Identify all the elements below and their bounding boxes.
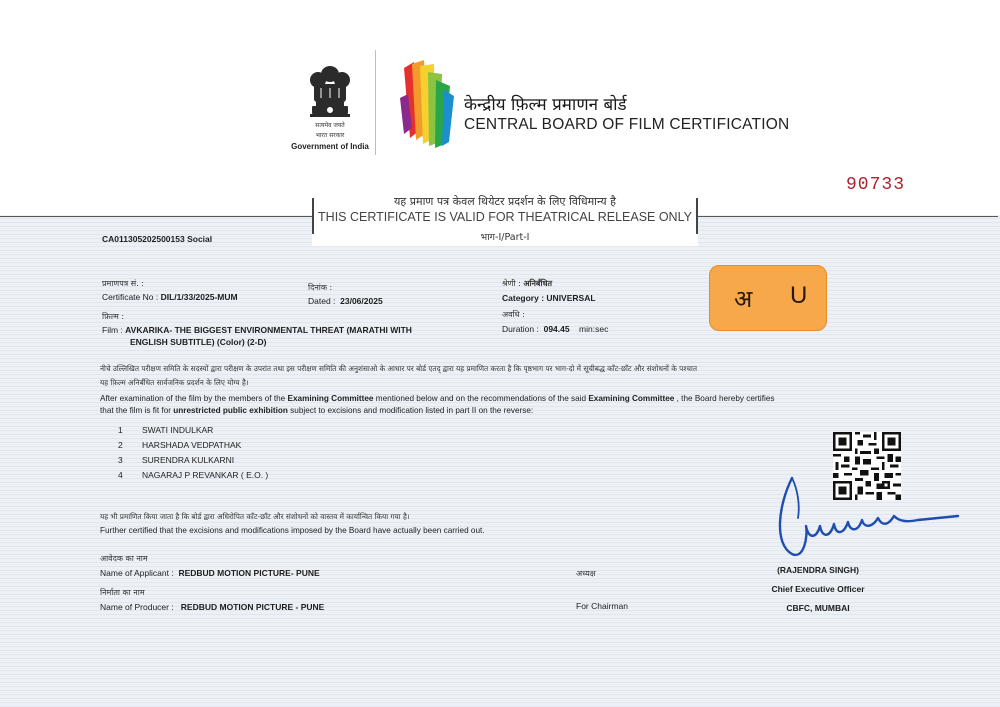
certification-text-hindi-2: यह फ़िल्म अनिर्बंधित सार्वजनिक प्रदर्शन के लिए योग्य है। [100,378,249,387]
applicant-field [100,568,320,578]
signature [768,466,964,566]
cert-no-value: DIL/1/33/2025-MUM [160,292,238,302]
chairman-label: For Chairman [576,601,628,611]
film-label: Film : [102,325,123,335]
signature-icon [768,466,964,561]
certification-text-english-1 [100,394,774,403]
member-number: 2 [118,440,123,450]
category-value-hindi: अनिर्बंधित [523,279,553,288]
signatory-name: (RAJENDRA SINGH) [777,565,859,575]
cert-text-part: , the Board hereby certifies [674,394,775,403]
category-field [502,293,596,303]
cbfc-logo [398,58,456,155]
member-number: 1 [118,425,123,435]
unrestricted-exhibition-term: unrestricted public exhibition [173,406,288,415]
org-name-hindi: केन्द्रीय फ़िल्म प्रमाणन बोर्ड [464,95,627,115]
validity-english: THIS CERTIFICATE IS VALID FOR THEATRICAL RELEASE ONLY [318,210,692,224]
film-field [102,325,412,335]
duration-label-hindi: अवधि : [502,310,525,319]
producer-value: REDBUD MOTION PICTURE - PUNE [180,602,325,612]
date-value: 23/06/2025 [340,296,383,306]
category-label-hindi: श्रेणी : [502,279,521,288]
applicant-value: REDBUD MOTION PICTURE- PUNE [178,568,320,578]
further-certified-english: Further certified that the excisions and modifications imposed by the Board have actually been carried out. [100,526,485,535]
certificate-id: CA011305202500153 Social [102,234,213,244]
producer-label-hindi: निर्माता का नाम [100,588,145,597]
signatory-office: CBFC, MUMBAI [786,603,850,613]
chairman-label-hindi: अध्यक्ष [576,569,596,578]
emblem-gov-english: Government of India [291,142,369,151]
cbfc-logo-icon [398,58,456,150]
org-name-english: CENTRAL BOARD OF FILM CERTIFICATION [464,116,790,133]
national-emblem [290,62,370,154]
validity-part: भाग-I/Part-I [480,232,530,243]
emblem-motto: सत्यमेव जयते [315,122,345,129]
rating-english: U [790,282,808,309]
national-emblem-icon [302,62,358,120]
rating-hindi: अ [734,285,753,313]
cert-no-field [102,292,238,302]
duration-value: 094.45 [543,324,570,334]
film-title-line-2: ENGLISH SUBTITLE) (Color) (2-D) [130,337,267,347]
member-name: SWATI INDULKAR [142,425,214,435]
member-name: HARSHADA VEDPATHAK [142,440,242,450]
cert-text-part: After examination of the film by the members of the [100,394,288,403]
date-field [308,296,383,306]
film-label-hindi: फ़िल्म : [102,312,125,321]
header-divider [375,50,376,155]
cert-no-label-hindi: प्रमाणपत्र सं. : [102,279,144,288]
film-title-line-1: AVKARIKA- THE BIGGEST ENVIRONMENTAL THREAT (MARATHI WITH [125,325,412,335]
member-number: 3 [118,455,123,465]
cert-text-part: subject to excisions and modification listed in part II on the reverse: [287,406,534,415]
cert-text-part: mentioned below and on the recommendations of the said [373,394,589,403]
category-label: Category : [502,293,545,303]
category-hindi-field [502,278,552,289]
producer-label: Name of Producer : [100,602,174,612]
validity-banner [312,190,698,246]
duration-unit: min:sec [579,324,609,334]
banner-rule-left [0,216,312,217]
further-certified-hindi: यह भी प्रमाणित किया जाता है कि बोर्ड द्वारा अधिरोपित काँट-छाँट और संशोधनों को वास्तव में कार्यान्वित किया गया है। [100,512,410,521]
cert-no-label: Certificate No : [102,292,159,302]
signatory-title: Chief Executive Officer [771,584,865,594]
cert-text-part: that the film is fit for [100,406,174,415]
producer-field [100,602,324,612]
applicant-label: Name of Applicant : [100,568,174,578]
serial-number: 90733 [846,175,906,195]
emblem-gov-hindi: भारत सरकार [315,132,345,139]
member-name: NAGARAJ P REVANKAR ( E.O. ) [142,470,269,480]
category-value: UNIVERSAL [546,293,596,303]
certification-text-english-2 [100,406,533,415]
certification-text-hindi-1: नीचे उल्लिखित परीक्षण समिति के सदस्यों द्वारा परीक्षण के उपरांत तथा इस परीक्षण समिति की अनुशंसाओ के आधार पर बोर्ड एतद् द्वारा यह प्रमाणित करता है कि पृष्ठभाग पर भाग-दो में सूचीबद्ध काँट-छाँट और संशोधनों के पश्चात [100,364,698,373]
validity-hindi: यह प्रमाण पत्र केवल थियेटर प्रदर्शन के लिए विधिमान्य है [394,195,616,208]
examining-committee-term: Examining Committee [287,394,374,403]
applicant-label-hindi: आवेदक का नाम [100,554,148,563]
banner-rule-right [698,216,998,217]
rating-badge [709,265,827,331]
examining-committee-term: Examining Committee [588,394,675,403]
member-number: 4 [118,470,123,480]
duration-label: Duration : [502,324,539,334]
date-label: Dated : [308,296,336,306]
duration-field [502,324,608,334]
member-name: SURENDRA KULKARNI [142,455,235,465]
date-label-hindi: दिनांक : [308,283,333,292]
